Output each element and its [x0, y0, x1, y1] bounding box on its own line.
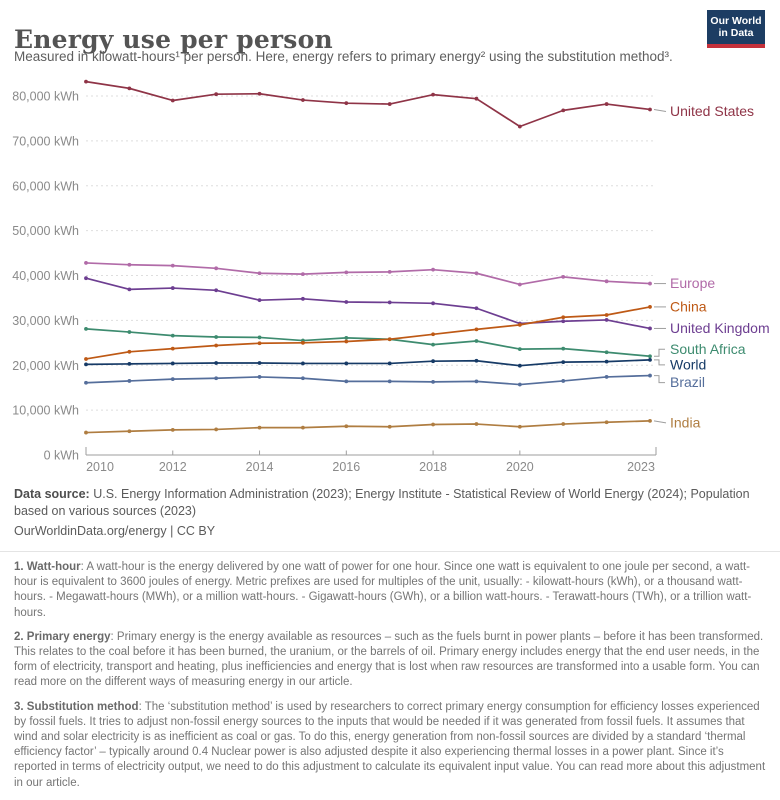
- series-legend: [654, 103, 770, 430]
- x-tick-label: 2018: [419, 460, 447, 474]
- series-label-china[interactable]: China: [670, 298, 707, 315]
- series-line-europe[interactable]: [86, 263, 650, 285]
- y-tick-label: 40,000 kWh: [12, 269, 79, 283]
- series-united-states[interactable]: [84, 80, 652, 129]
- chart-subtitle: Measured in kilowatt-hours¹ per person. Here, energy refers to primary energy² using the substitution method³.: [14, 49, 673, 64]
- series-label-united-states[interactable]: United States: [670, 102, 755, 119]
- owid-logo-text-line2: in Data: [718, 27, 754, 39]
- series-line-south-africa[interactable]: [86, 329, 650, 356]
- y-tick-label: 70,000 kWh: [12, 134, 79, 149]
- page-title: Energy use per person: [14, 24, 333, 54]
- series-label-india[interactable]: India: [670, 414, 701, 431]
- data-source-label: Data source:: [14, 487, 90, 501]
- y-tick-label: 20,000 kWh: [12, 358, 79, 373]
- series-label-world[interactable]: World: [670, 356, 707, 373]
- legend-connector: [654, 421, 666, 423]
- series-line-united-states[interactable]: [86, 82, 650, 127]
- license-line: [14, 523, 766, 540]
- footnote-watt-hour: 1. Watt-hour: A watt-hour is the energy delivered by one watt of power for one hour. Since one watt is equivalent to one joule per second, a watt-hour is equivalent to 3600 joules of energy. Metric prefixes are used for multiples of the unit, usually: - kilowatt-hours (kWh), or a thousand watt-hours. - Megawatt-hours (MWh), or a million watt-hours. - Gigawatt-hours (GWh), or a billion watt-hours. - Terawatt-hours (TWh), or a trillion watt-hours.: [14, 561, 752, 619]
- footnote-substitution-method: 3. Substitution method: The ‘substitution method’ is used by researchers to correct primary energy consumption for efficiency losses experienced by fossil fuels. It tries to adjust non-fossil energy sources to the inputs that would be needed if it was generated from fossil fuels. It assumes that wind and solar electricity is as inefficient as coal or gas. To do this, energy generation from non-fossil sources are divided by a standard ‘thermal efficiency factor’ – typically around 0.4 Nuclear power is also adjusted despite it also experiencing thermal losses in a power plant. Since it’s reported in terms of electricity output, we need to do this adjustment to calculate its equivalent input value. You can read more about this adjustment in our article.: [14, 700, 766, 789]
- series-brazil[interactable]: [84, 374, 652, 387]
- x-tick-label: 2020: [505, 460, 534, 474]
- series-label-europe[interactable]: Europe: [670, 275, 716, 292]
- x-tick-label: 2014: [245, 460, 274, 474]
- chart-footer: [14, 486, 766, 540]
- series-line-united-kingdom[interactable]: [86, 278, 650, 328]
- footnote-primary-energy: 2. Primary energy: Primary energy is the energy available as resources – such as the fuels burnt in power plants – before it has been transformed. This relates to the coal before it has been burned, the uranium, or the barrels of oil. Primary energy includes energy that the end user needs, in the form of electricity, transport and heating, plus inefficiencies and energy that is lost when raw resources are transformed into a usable form. You can read more on the different ways of measuring energy in our article.: [14, 630, 764, 689]
- footer-separator: |: [166, 524, 177, 538]
- series-label-brazil[interactable]: Brazil: [670, 374, 706, 391]
- y-tick-label: 30,000 kWh: [12, 313, 79, 328]
- owid-energy-link[interactable]: OurWorldinData.org/energy: [14, 524, 167, 538]
- series-label-united-kingdom[interactable]: United Kingdom: [670, 319, 770, 336]
- license-label[interactable]: CC BY: [176, 524, 216, 538]
- series-china[interactable]: [84, 305, 652, 361]
- x-tick-label: 2016: [332, 460, 361, 474]
- x-tick-label: 2023: [627, 460, 655, 474]
- x-axis: [86, 447, 656, 474]
- series-south-africa[interactable]: [84, 327, 652, 358]
- legend-connector: [654, 349, 665, 356]
- series-line-india[interactable]: [86, 421, 650, 433]
- y-tick-label: 10,000 kWh: [12, 403, 79, 418]
- x-tick-label: 2012: [158, 460, 187, 474]
- footnotes-section: [14, 560, 767, 800]
- legend-connector: [654, 109, 666, 111]
- data-source-text: U.S. Energy Information Administration (2023); Energy Institute - Statistical Review of World Energy (2024); Population based on various sources (2023): [14, 487, 750, 518]
- series-europe[interactable]: [84, 261, 652, 286]
- legend-connector: [654, 376, 665, 383]
- series-india[interactable]: [84, 419, 652, 434]
- owid-logo-text-line1: Our World: [710, 15, 762, 27]
- series-world[interactable]: [84, 358, 652, 368]
- footer-divider: [0, 551, 780, 552]
- x-tick-label: 2010: [86, 460, 114, 474]
- series-line-brazil[interactable]: [86, 376, 650, 385]
- y-tick-label: 80,000 kWh: [12, 89, 79, 104]
- data-source-line: [14, 486, 766, 519]
- legend-connector: [654, 360, 665, 365]
- y-tick-label: 60,000 kWh: [12, 179, 79, 194]
- series-united-kingdom[interactable]: [84, 276, 652, 330]
- y-tick-label: 50,000 kWh: [12, 224, 79, 239]
- y-tick-label: 0 kWh: [43, 448, 79, 463]
- y-axis: [12, 90, 79, 463]
- series-label-south-africa[interactable]: South Africa: [670, 340, 746, 357]
- series-line-china[interactable]: [86, 307, 650, 359]
